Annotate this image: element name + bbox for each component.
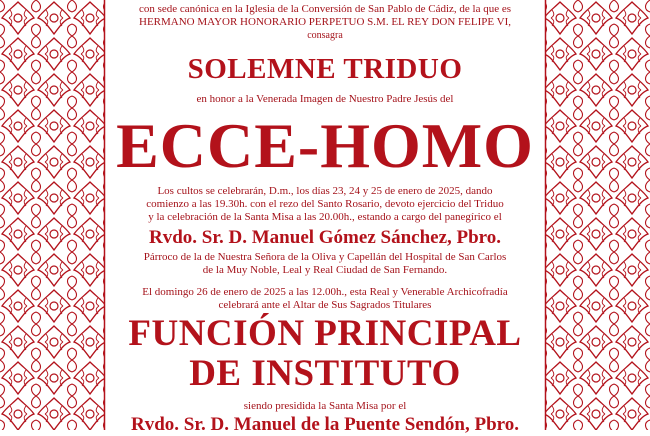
funcion-heading [110,314,540,394]
cultos-line-3: y la celebración de la Santa Misa a las 20.00h., estando a cargo del panegírico el [148,211,502,223]
presidida-line: siendo presidida la Santa Misa por el [243,400,407,412]
domingo-line-2: celebrará ante el Altar de Sus Sagrados Titulares [218,299,432,311]
funcion-line-2: DE INSTITUTO [189,353,461,394]
ornamental-border-right [542,0,650,430]
parroco-line-1: Párroco de la de Nuestra Señora de la Oliva y Capellán del Hospital de San Carlos [143,251,507,263]
domingo-paragraph [110,286,540,312]
floral-pattern-right [542,0,650,430]
cultos-paragraph [110,185,540,224]
intro-line-3: consagra [307,30,343,41]
parroco-line-2: de la Muy Noble, Leal y Real Ciudad de San Fernando. [202,264,448,276]
honor-line: en honor a la Venerada Imagen de Nuestro Padre Jesús del [196,93,454,105]
domingo-line-1: El domingo 26 de enero de 2025 a las 12.00h., esta Real y Venerable Archicofradía [142,286,508,298]
parroco-paragraph [110,251,540,277]
intro-line-2: HERMANO MAYOR HONORARIO PERPETUO S.M. EL REY DON FELIPE VI, [139,16,511,28]
announcement-body [110,0,540,435]
image-name-heading: ECCE-HOMO [116,110,534,181]
ornamental-border-left [0,0,108,430]
funcion-line-1: FUNCIÓN PRINCIPAL [128,313,522,354]
cultos-line-1: Los cultos se celebrarán, D.m., los días 23, 24 y 25 de enero de 2025, dando [157,185,493,197]
triduo-title: SOLEMNE TRIDUO [187,53,463,85]
preacher-name: Rvdo. Sr. D. Manuel Gómez Sánchez, Pbro. [148,227,502,248]
intro-line-1: con sede canónica en la Iglesia de la Conversión de San Pablo de Cádiz, de la que es [138,3,512,15]
floral-pattern-left [0,0,108,430]
cultos-line-2: comienzo a las 19.30h. con el rezo del Santo Rosario, devoto ejercicio del Triduo [146,198,504,210]
presiding-priest-name: Rvdo. Sr. D. Manuel de la Puente Sendón, Pbro. [131,414,519,435]
